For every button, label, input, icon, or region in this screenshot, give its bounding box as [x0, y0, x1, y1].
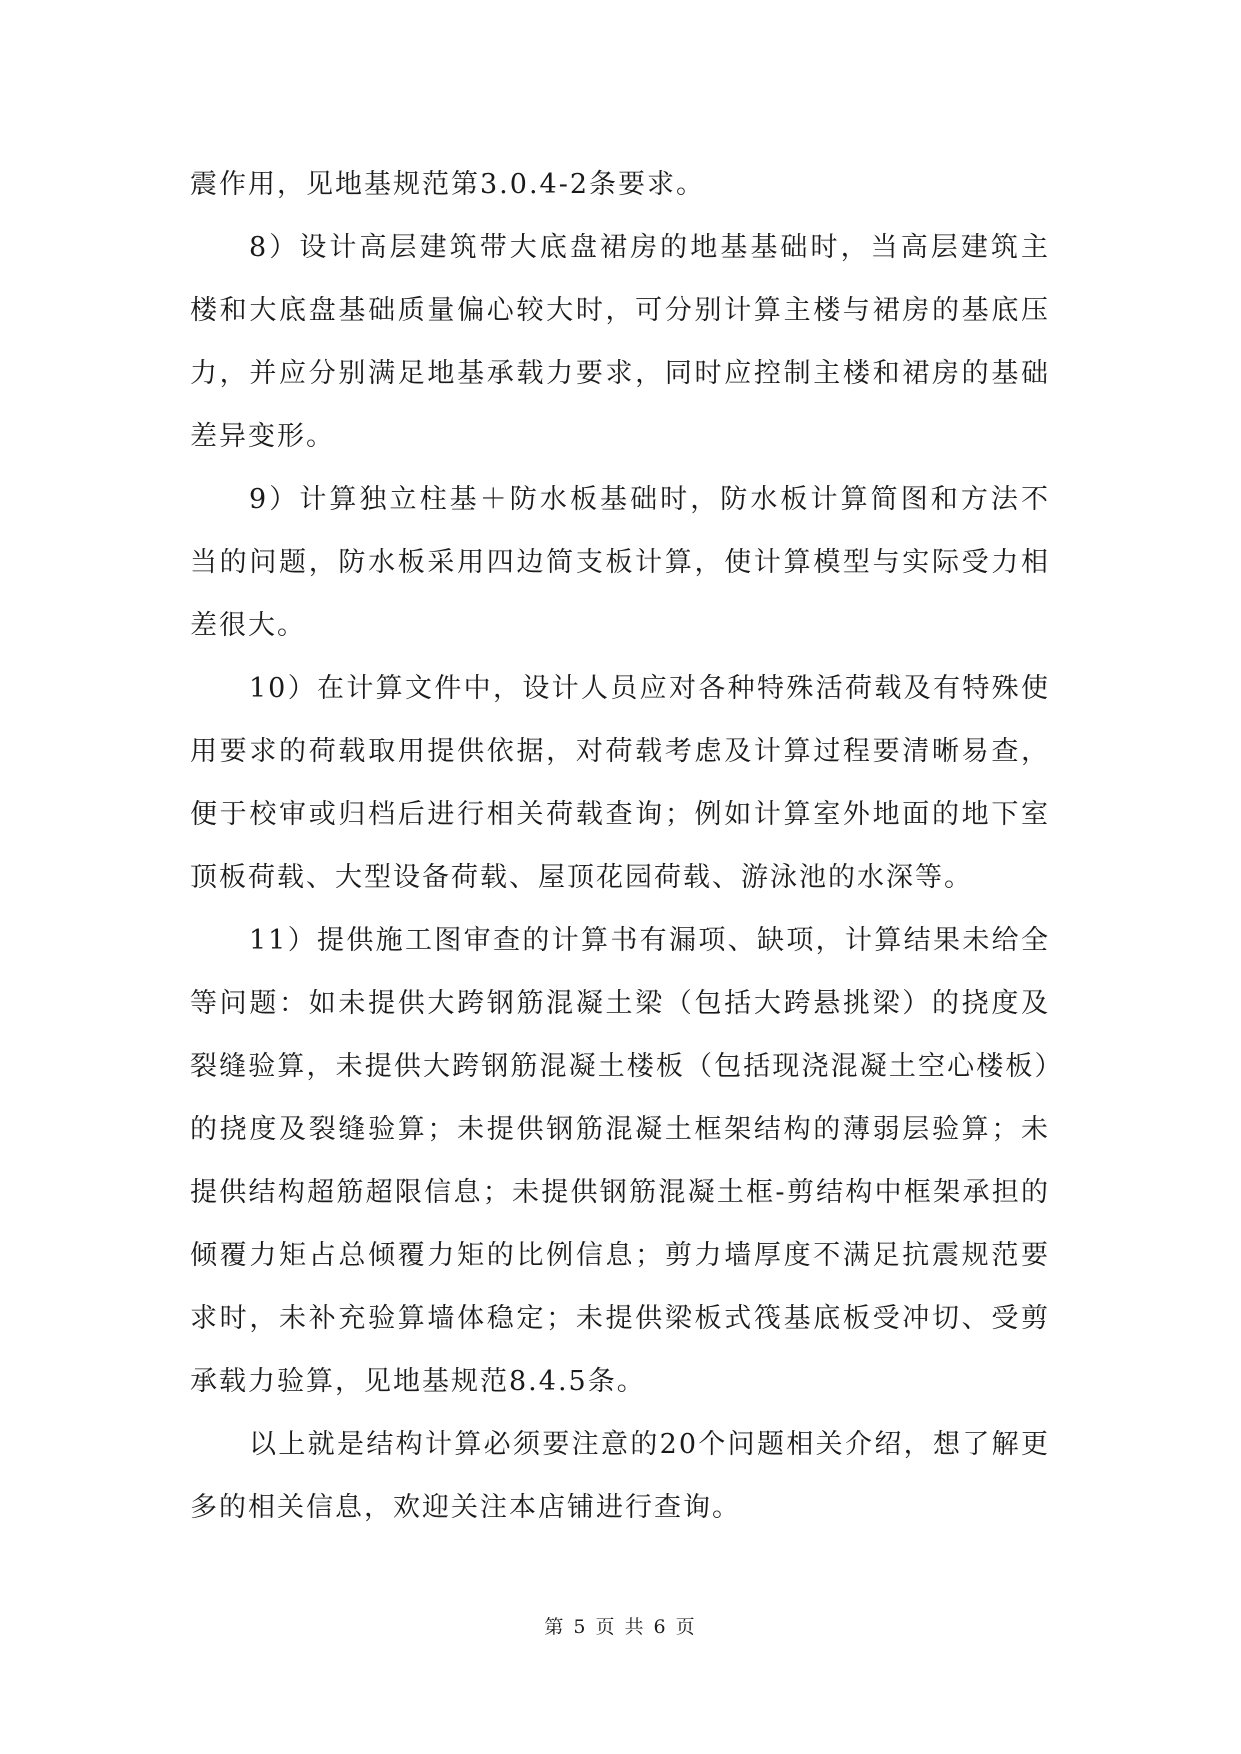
paragraph-item-11: 11）提供施工图审查的计算书有漏项、缺项，计算结果未给全等问题：如未提供大跨钢筋混凝土梁（包括大跨悬挑梁）的挠度及裂缝验算，未提供大跨钢筋混凝土楼板（包括现浇混凝土空心楼板）的挠度及裂缝验算；未提供钢筋混凝土框架结构的薄弱层验算；未提供结构超筋超限信息；未提供钢筋混凝土框-剪结构中框架承担的倾覆力矩占总倾覆力矩的比例信息；剪力墙厚度不满足抗震规范要求时，未补充验算墙体稳定；未提供梁板式筏基底板受冲切、受剪承载力验算，见地基规范8.4.5条。 [190, 925, 1050, 1397]
paragraph-item-10: 10）在计算文件中，设计人员应对各种特殊活荷载及有特殊使用要求的荷载取用提供依据，对荷载考虑及计算过程要清晰易查，便于校审或归档后进行相关荷载查询；例如计算室外地面的地下室顶板荷载、大型设备荷载、屋顶花园荷载、游泳池的水深等。 [190, 673, 1050, 893]
paragraph-item-8: 8）设计高层建筑带大底盘裙房的地基基础时，当高层建筑主楼和大底盘基础质量偏心较大时，可分别计算主楼与裙房的基底压力，并应分别满足地基承载力要求，同时应控制主楼和裙房的基础差异变形。 [190, 232, 1050, 452]
document-body [190, 153, 1050, 1539]
paragraph-conclusion: 以上就是结构计算必须要注意的20个问题相关介绍，想了解更多的相关信息，欢迎关注本店铺进行查询。 [190, 1429, 1050, 1523]
page-number-footer: 第 5 页 共 6 页 [544, 1616, 697, 1638]
paragraph-item-9: 9）计算独立柱基＋防水板基础时，防水板计算简图和方法不当的问题，防水板采用四边简支板计算，使计算模型与实际受力相差很大。 [190, 484, 1050, 641]
paragraph-continuation: 震作用，见地基规范第3.0.4-2条要求。 [190, 169, 706, 200]
